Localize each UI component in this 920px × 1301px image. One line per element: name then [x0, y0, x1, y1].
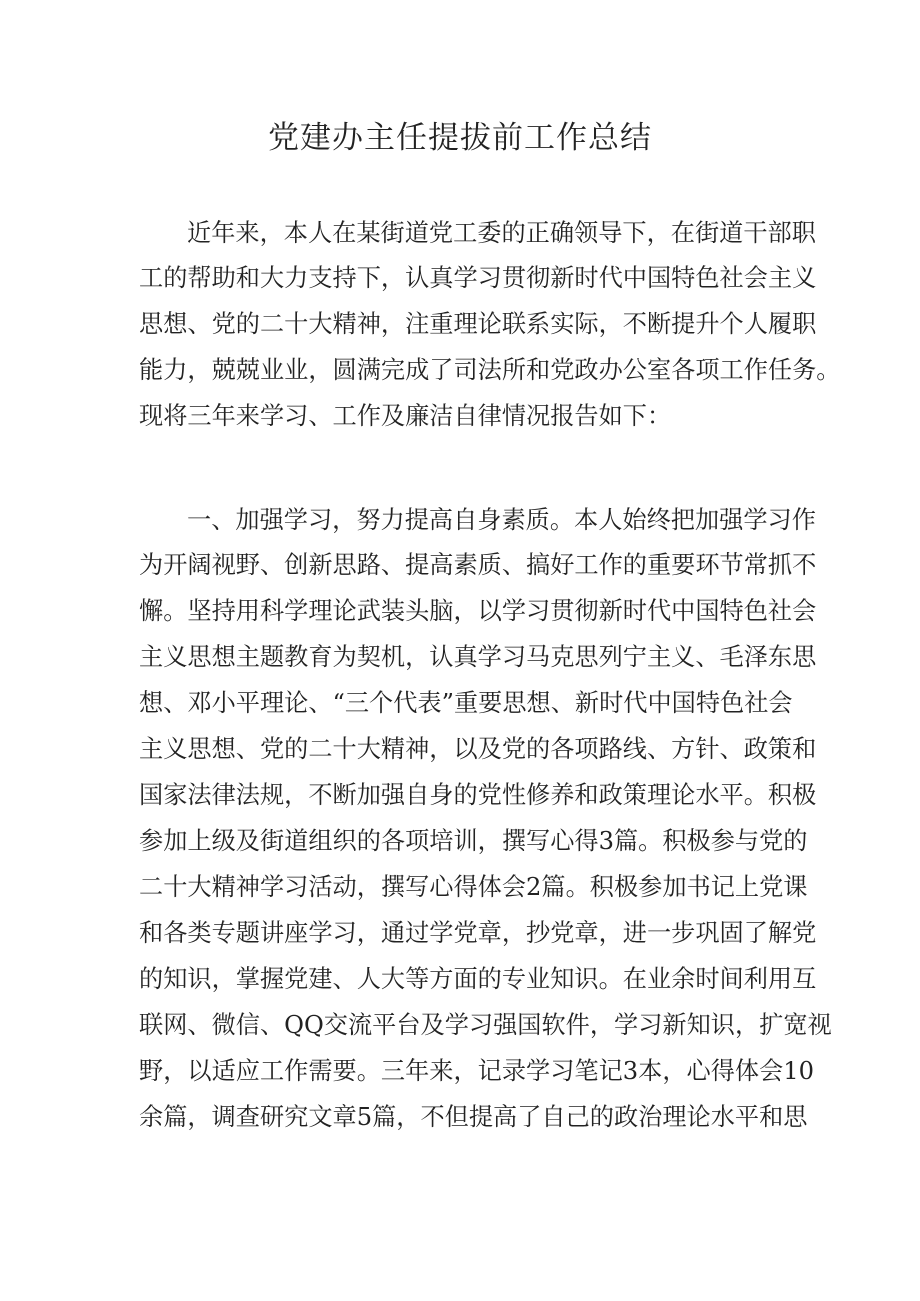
document-title: 党建办主任提拔前工作总结 — [268, 120, 652, 156]
paragraph-line: 联网、微信、QQ交流平台及学习强国软件，学习新知识，扩宽视 — [139, 1011, 832, 1039]
paragraph-line: 工的帮助和大力支持下，认真学习贯彻新时代中国特色社会主义 — [139, 264, 817, 292]
paragraph-line: 参加上级及街道组织的各项培训，撰写心得3篇。积极参与党的 — [139, 827, 808, 855]
paragraph-line: 思想、党的二十大精神，注重理论联系实际，不断提升个人履职 — [139, 310, 817, 338]
paragraph-line: 想、邓小平理论、“三个代表”重要思想、新时代中国特色社会 — [139, 689, 793, 717]
paragraph-line: 的知识，掌握党建、人大等方面的专业知识。在业余时间利用互 — [139, 965, 817, 993]
paragraph-line: 能力，兢兢业业，圆满完成了司法所和党政办公室各项工作任务。 — [139, 356, 841, 384]
paragraph-line: 现将三年来学习、工作及廉洁自律情况报告如下： — [139, 402, 672, 430]
paragraph-line: 近年来，本人在某街道党工委的正确领导下，在街道干部职 — [187, 219, 816, 247]
paragraph-line: 野，以适应工作需要。三年来，记录学习笔记3本，心得体会10 — [139, 1057, 815, 1085]
paragraph-line: 一、加强学习，努力提高自身素质。本人始终把加强学习作 — [187, 506, 816, 534]
paragraph-line: 懈。坚持用科学理论武装头脑，以学习贯彻新时代中国特色社会 — [139, 597, 817, 625]
paragraph-line: 为开阔视野、创新思路、提高素质、搞好工作的重要环节常抓不 — [139, 551, 817, 579]
paragraph-line: 二十大精神学习活动，撰写心得体会2篇。积极参加书记上党课 — [139, 873, 808, 901]
paragraph-line: 国家法律法规，不断加强自身的党性修养和政策理论水平。积极 — [139, 781, 817, 809]
paragraph-line: 主义思想主题教育为契机，认真学习马克思列宁主义、毛泽东思 — [139, 643, 817, 671]
paragraph-line: 余篇，调查研究文章5篇，不但提高了自己的政治理论水平和思 — [139, 1103, 808, 1131]
paragraph-line: 主义思想、党的二十大精神，以及党的各项路线、方针、政策和 — [139, 735, 817, 763]
paragraph-line: 和各类专题讲座学习，通过学党章，抄党章，进一步巩固了解党 — [139, 919, 817, 947]
